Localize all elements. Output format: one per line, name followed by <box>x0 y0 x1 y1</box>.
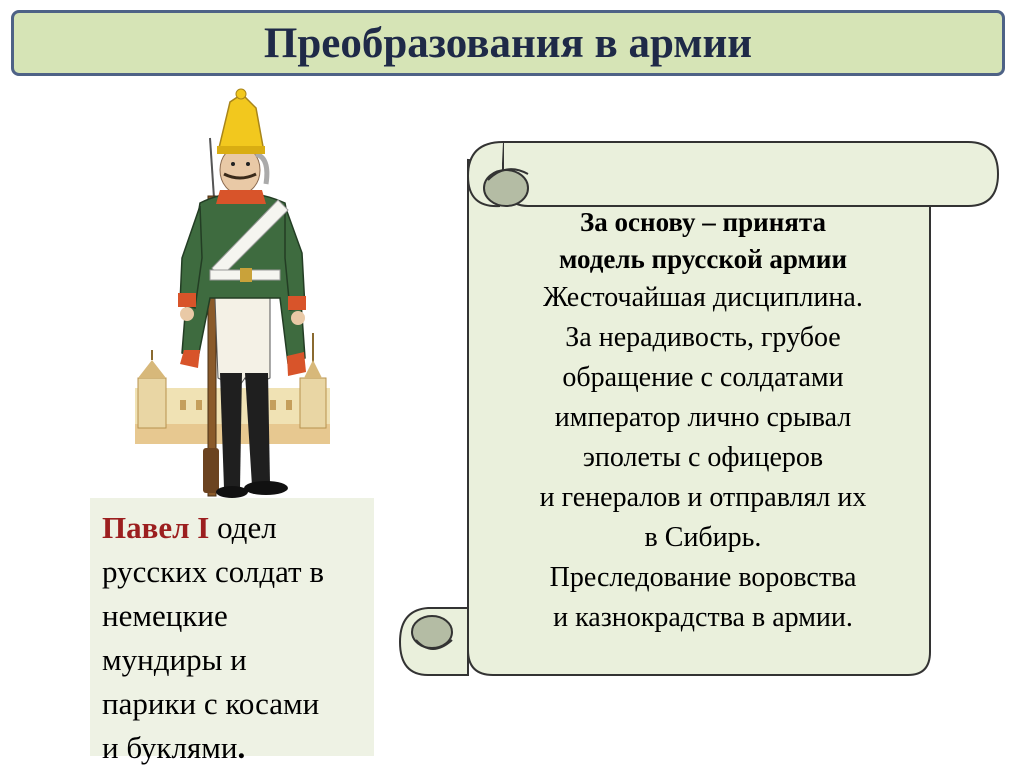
emperor-name: Павел I <box>102 510 210 545</box>
scroll-panel <box>398 140 1002 680</box>
title-bar <box>11 10 1005 76</box>
caption-end-mark: . <box>237 730 246 765</box>
caption-text: одел <box>209 510 277 545</box>
caption-line-5: парики с косами <box>102 686 320 721</box>
scroll-line: и казнокрадства в армии. <box>553 602 853 633</box>
caption-box <box>90 498 374 765</box>
scroll-text <box>488 204 918 638</box>
soldier-illustration <box>120 88 350 508</box>
scroll-heading-2: модель прусской армии <box>558 244 848 274</box>
caption-text: и буклями <box>102 730 238 765</box>
scroll-heading-1: За основу – принята <box>580 207 826 237</box>
scroll-line: За нерадивость, грубое <box>565 322 841 353</box>
caption-line-4: мундиры и <box>102 642 247 677</box>
scroll-line: эполеты с офицеров <box>582 442 824 473</box>
scroll-line: обращение с солдатами <box>562 362 844 393</box>
scroll-line: Жесточайшая дисциплина. <box>543 282 863 313</box>
scroll-line: и генералов и отправлял их <box>539 482 867 513</box>
page-title: Преобразования в армии <box>263 19 753 67</box>
caption-line-6 <box>102 726 366 770</box>
caption-line-2: русских солдат в <box>102 554 324 589</box>
scroll-line: Преследование воровства <box>549 562 857 593</box>
caption-line-3: немецкие <box>102 598 228 633</box>
scroll-line: император лично срывал <box>554 402 852 433</box>
soldier-image <box>120 88 350 508</box>
scroll-line: в Сибирь. <box>644 522 762 553</box>
caption-line-1 <box>102 506 366 550</box>
